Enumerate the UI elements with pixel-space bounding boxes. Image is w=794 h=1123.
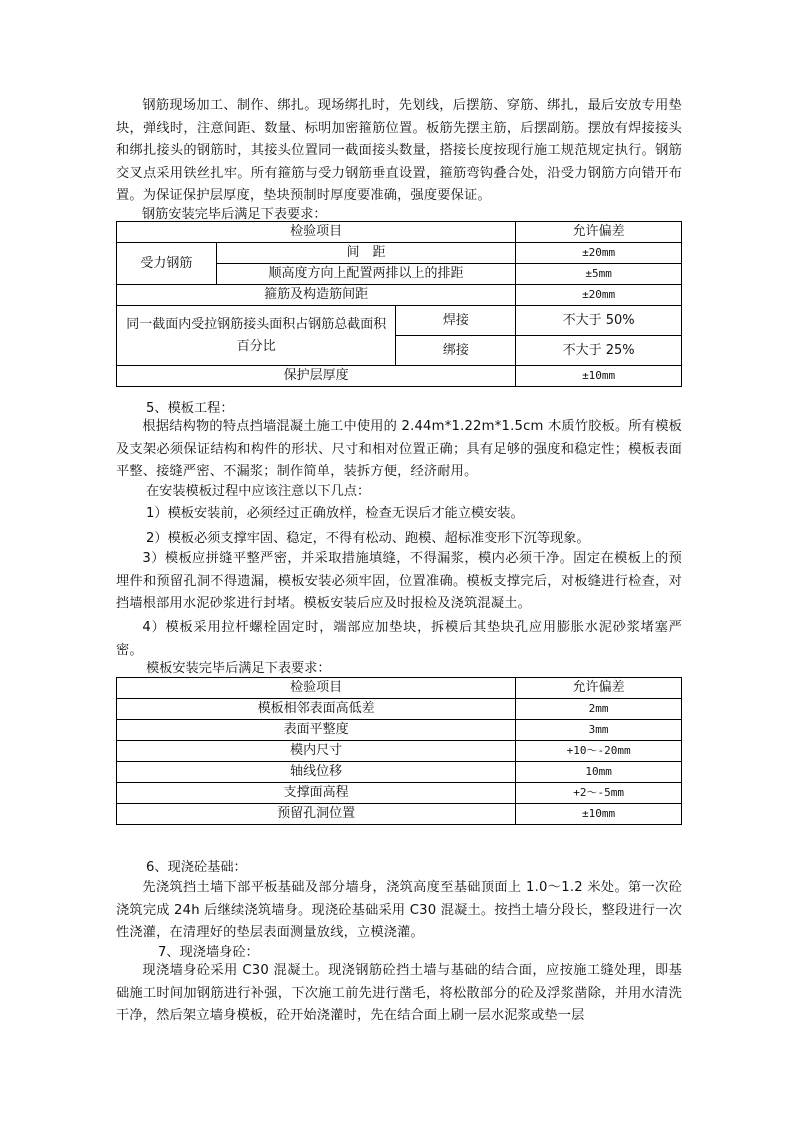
rebar-tolerance-table: [116, 221, 682, 387]
point-2: 2）模板必须支撑牢固、稳定，不得有松动、跑模、超标准变形下沉等现象。: [146, 531, 590, 546]
formwork-tolerance-table: [116, 677, 682, 825]
row-spacing-tolerance: ±5mm: [516, 264, 682, 285]
section-5-title: 5、模板工程：: [146, 401, 234, 416]
point-4: 4）模板采用拉杆螺栓固定时，端部应加垫块，拆模后其垫块孔应用膨胀水泥砂浆堵塞严密。: [116, 620, 682, 658]
table-row: [117, 366, 682, 387]
form-table-intro: 模板安装完毕后满足下表要求：: [146, 661, 331, 676]
cover-tolerance: ±10mm: [516, 366, 682, 387]
header-item: 检验项目: [117, 222, 516, 243]
install-intro: 在安装模板过程中应该注意以下几点：: [146, 484, 371, 499]
header-tolerance: 允许偏差: [516, 222, 682, 243]
table-header-row: [117, 222, 682, 243]
weld-label: 焊接: [396, 306, 516, 336]
rebar-table-intro: 钢筋安装完毕后满足下表要求：: [142, 207, 327, 222]
point-3: 3）模板应拼缝平整严密，并采取措施填缝，不得漏浆，模内必须干净。固定在模板上的预埋件和预留孔洞不得遗漏，模板安装必须牢固，位置准确。模板支撑完后，对板缝进行检查，对挡墙根部用水泥砂浆进行封堵。模板安装后应及时报检及浇筑混凝土。: [116, 551, 682, 611]
tolerance-cell: ±10mm: [516, 804, 682, 825]
table-row: [117, 243, 682, 264]
table-row: [117, 762, 682, 783]
tie-tolerance: 不大于 25%: [516, 336, 682, 366]
splice-area-label: 同一截面内受拉钢筋接头面积占钢筋总截面积百分比: [117, 306, 396, 366]
spacing-tolerance: ±20mm: [516, 243, 682, 264]
weld-tolerance: 不大于 50%: [516, 306, 682, 336]
para-foundation: 先浇筑挡土墙下部平板基础及部分墙身，浇筑高度至基础顶面上 1.0～1.2 米处。第一次砼浇筑完成 24h 后继续浇筑墙身。现浇砼基础采用 C30 混凝土。按挡土墙分段长，整段进行一次性浇灌，在清理好的垫层表面测量放线，立模浇灌。: [116, 880, 682, 940]
table-row: [117, 699, 682, 720]
spacing-label: 间 距: [216, 243, 515, 264]
stirrup-label: 箍筋及构造筋间距: [117, 285, 516, 306]
main-bar-label: 受力钢筋: [117, 243, 217, 285]
table-row: [117, 306, 682, 336]
tolerance-cell: +2～-5mm: [516, 783, 682, 804]
table-row: [117, 783, 682, 804]
item-cell: 轴线位移: [117, 762, 516, 783]
tolerance-cell: +10～-20mm: [516, 741, 682, 762]
header-tolerance: 允许偏差: [516, 678, 682, 699]
tolerance-cell: 3mm: [516, 720, 682, 741]
para-wall-concrete: 现浇墙身砼采用 C30 混凝土。现浇钢筋砼挡土墙与基础的结合面，应按施工缝处理，即基础施工时间加钢筋进行补强，下次施工前先进行凿毛，将松散部分的砼及浮浆凿除，并用水清洗干净，然后架立墙身模板，砼开始浇灌时，先在结合面上刷一层水泥浆或垫一层: [116, 963, 682, 1023]
cover-label: 保护层厚度: [117, 366, 516, 387]
tolerance-cell: 2mm: [516, 699, 682, 720]
table-row: [117, 720, 682, 741]
item-cell: 模板相邻表面高低差: [117, 699, 516, 720]
item-cell: 支撑面高程: [117, 783, 516, 804]
table-row: [117, 804, 682, 825]
item-cell: 预留孔洞位置: [117, 804, 516, 825]
table-row: [117, 741, 682, 762]
point-1: 1）模板安装前，必须经过正确放样，检查无误后才能立模安装。: [146, 506, 524, 521]
section-7-title: 7、现浇墙身砼：: [158, 945, 259, 960]
item-cell: 模内尺寸: [117, 741, 516, 762]
row-spacing-label: 顺高度方向上配置两排以上的排距: [216, 264, 515, 285]
table-row: [117, 285, 682, 306]
para-rebar-construction: 钢筋现场加工、制作、绑扎。现场绑扎时，先划线，后摆筋、穿筋、绑扎，最后安放专用垫块，弹线时，注意间距、数量、标明加密箍筋位置。板筋先摆主筋，后摆副筋。摆放有焊接接头和绑扎接头的钢筋时，其接头位置同一截面接头数量，搭接长度按现行施工规范规定执行。钢筋交叉点采用铁丝扎牢。所有箍筋与受力钢筋垂直设置，箍筋弯钩叠合处，沿受力钢筋方向错开布置。为保证保护层厚度，垫块预制时厚度要准确，强度要保证。: [116, 98, 682, 203]
table-header-row: [117, 678, 682, 699]
item-cell: 表面平整度: [117, 720, 516, 741]
tie-label: 绑接: [396, 336, 516, 366]
stirrup-tolerance: ±20mm: [516, 285, 682, 306]
tolerance-cell: 10mm: [516, 762, 682, 783]
para-formwork: 根据结构物的特点挡墙混凝土施工中使用的 2.44m*1.22m*1.5cm 木质竹胶板。所有模板及支架必须保证结构和构件的形状、尺寸和相对位置正确；具有足够的强度和稳定性；模板表面平整、接缝严密、不漏浆；制作简单，装拆方便，经济耐用。: [116, 419, 682, 479]
header-item: 检验项目: [117, 678, 516, 699]
section-6-title: 6、现浇砼基础：: [146, 860, 247, 875]
